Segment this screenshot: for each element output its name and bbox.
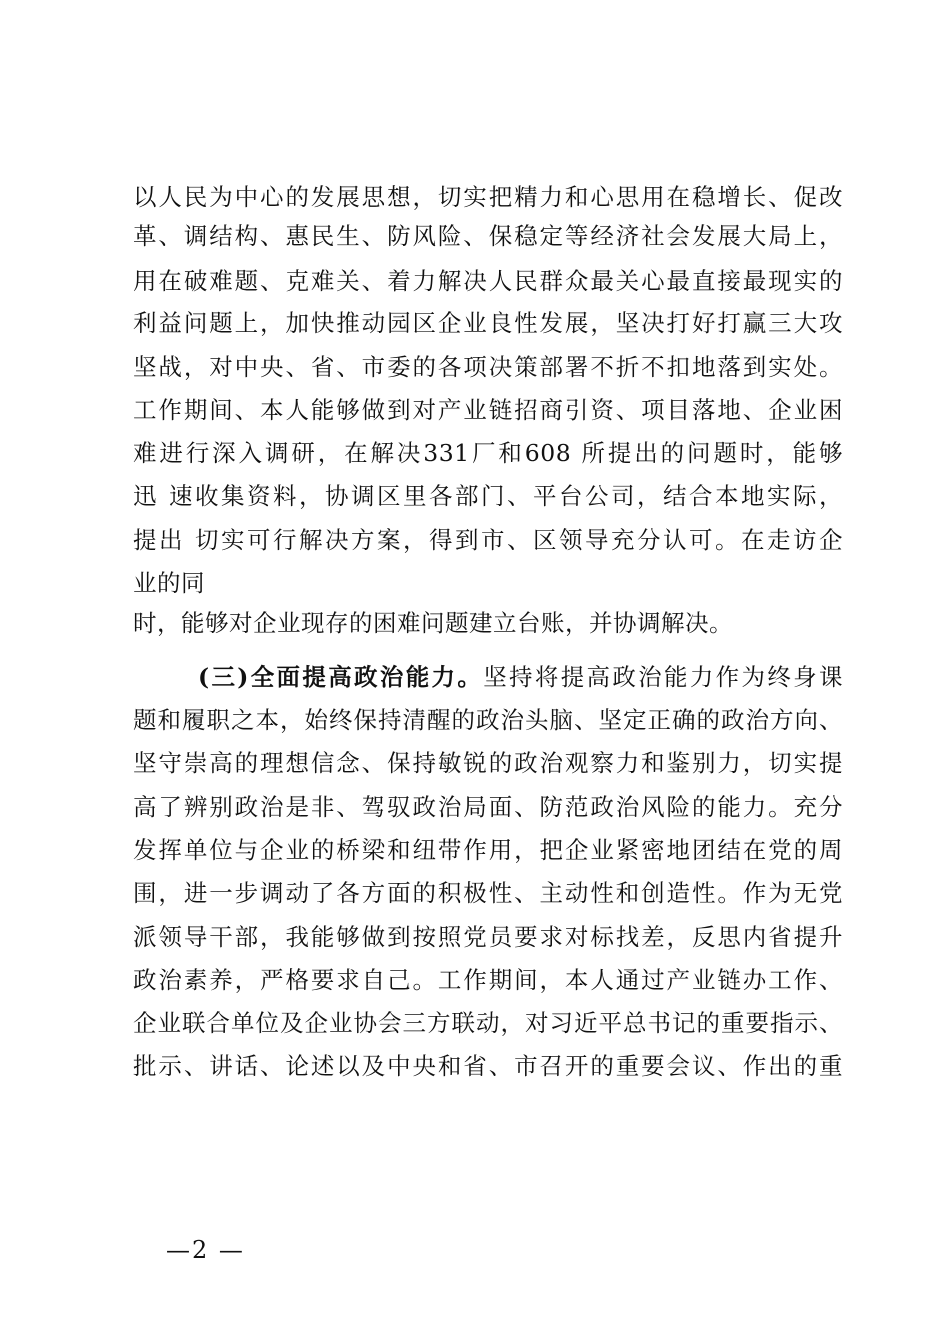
text-line: 用在破难题、克难关、着力解决人民群众最关心最直接最现实的 xyxy=(133,267,843,295)
text-line: 发挥单位与企业的桥梁和纽带作用，把企业紧密地团结在党的周 xyxy=(133,836,843,864)
text-line: 利益问题上，加快推动园区企业良性发展，坚决打好打赢三大攻 xyxy=(133,309,843,337)
page-number: —2 — xyxy=(166,1236,245,1264)
text-line: 工作期间、本人能够做到对产业链招商引资、项目落地、企业困 xyxy=(133,396,843,424)
text-line: 企业联合单位及企业协会三方联动，对习近平总书记的重要指示、 xyxy=(133,1009,843,1037)
text-line: 高了辨别政治是非、驾驭政治局面、防范政治风险的能力。充分 xyxy=(133,793,843,821)
text-line: 迅 速收集资料，协调区里各部门、平台公司，结合本地实际， xyxy=(133,482,843,510)
text-line: 难进行深入调研，在解决331厂和608 所提出的问题时，能够 xyxy=(133,439,843,467)
section-heading: (三)全面提高政治能力。 xyxy=(198,663,484,691)
text-line: 围，进一步调动了各方面的积极性、主动性和创造性。作为无党 xyxy=(133,879,843,907)
text-line xyxy=(198,660,843,694)
text-line: 以人民为中心的发展思想，切实把精力和心思用在稳增长、促改 xyxy=(133,183,843,211)
text-line: 派领导干部，我能够做到按照党员要求对标找差，反思内省提升 xyxy=(133,923,843,951)
text-line: 时，能够对企业现存的困难问题建立台账，并协调解决。 xyxy=(133,609,733,637)
text-line: 提出 切实可行解决方案，得到市、区领导充分认可。在走访企 xyxy=(133,526,843,554)
text-line: 坚守崇高的理想信念、保持敏锐的政治观察力和鉴别力，切实提 xyxy=(133,749,843,777)
text-line: 革、调结构、惠民生、防风险、保稳定等经济社会发展大局上， xyxy=(133,222,843,250)
text-line: 业的同 xyxy=(133,569,205,597)
text-line: 题和履职之本，始终保持清醒的政治头脑、坚定正确的政治方向、 xyxy=(133,706,843,734)
text-line: 政治素养，严格要求自己。工作期间，本人通过产业链办工作、 xyxy=(133,966,843,994)
text-line: 坚战，对中央、省、市委的各项决策部署不折不扣地落到实处。 xyxy=(133,353,843,381)
heading-continuation: 坚持将提高政治能力作为终身课 xyxy=(483,663,843,691)
text-line: 批示、讲话、论述以及中央和省、市召开的重要会议、作出的重 xyxy=(133,1052,843,1080)
